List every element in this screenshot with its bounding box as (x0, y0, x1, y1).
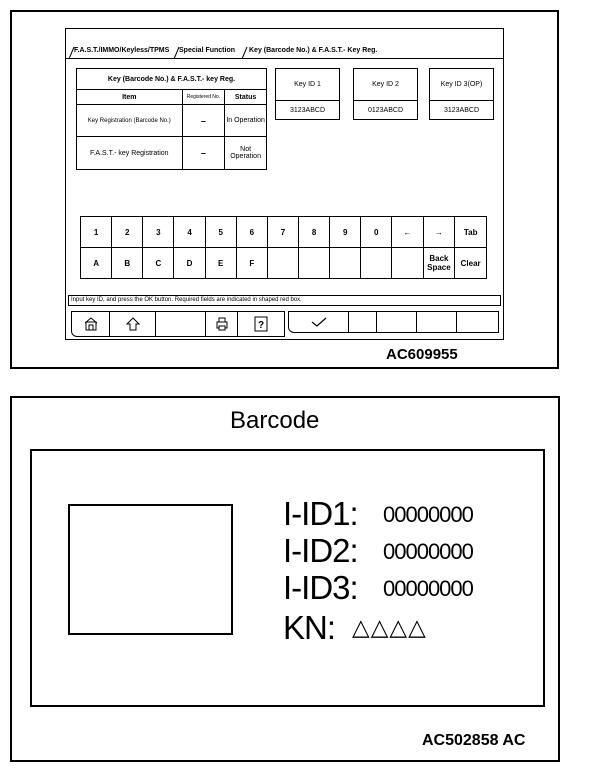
status-message: Input key ID, and press the OK button. Required fields are indicated in shaped red box. (71, 297, 302, 303)
row-item: F.A.S.T.- key Registration (77, 137, 183, 170)
key-id-3-box[interactable] (429, 68, 494, 120)
help-icon (254, 316, 268, 332)
keypad-key[interactable] (330, 248, 361, 279)
top-figure-code: AC609955 (386, 346, 458, 363)
toolbar-slot-3[interactable] (377, 312, 417, 332)
keypad-key[interactable]: B (112, 248, 143, 279)
keypad-key[interactable] (392, 248, 423, 279)
keypad-key[interactable]: 2 (112, 217, 143, 248)
print-icon (214, 316, 230, 332)
key-id-2-label: Key ID 2 (354, 69, 417, 101)
bottom-figure-code: AC502858 AC (422, 732, 526, 749)
row-status: Not Operation (225, 137, 267, 170)
kn-value: △△△△ (352, 614, 427, 640)
row-registered: – (182, 105, 225, 137)
barcode-title: Barcode (230, 407, 320, 434)
home-icon (83, 316, 99, 332)
keypad-key[interactable]: C (143, 248, 174, 279)
iid3-label: I-ID3: (283, 569, 358, 606)
help-button[interactable] (238, 312, 284, 336)
row-item: Key Registration (Barcode No.) (77, 105, 183, 137)
row-registered: – (182, 137, 225, 170)
barcode-image-placeholder (68, 504, 233, 635)
iid3-value: 00000000 (383, 576, 473, 601)
table-row[interactable] (77, 105, 267, 137)
keypad-key[interactable]: ← (392, 217, 423, 248)
keypad-key[interactable]: → (423, 217, 455, 248)
keypad-key[interactable]: Tab (455, 217, 487, 248)
row-status: In Operation (225, 105, 267, 137)
iid1-value: 00000000 (383, 502, 473, 527)
keypad-key[interactable] (299, 248, 330, 279)
toolbar-slot-2[interactable] (349, 312, 377, 332)
keypad-key[interactable]: 3 (143, 217, 174, 248)
kn-label: KN: (283, 609, 336, 646)
keypad-key[interactable]: 6 (236, 217, 267, 248)
keypad (80, 216, 487, 279)
tab-fast-immo[interactable]: F.A.S.T./IMMO/Keyless/TPMS (74, 47, 170, 54)
ok-check-icon (311, 316, 327, 328)
app-window (65, 28, 504, 340)
table-title: Key (Barcode No.) & F.A.S.T.- key Reg. (77, 69, 267, 90)
keypad-key[interactable]: A (81, 248, 112, 279)
key-id-2-value: 0123ABCD (367, 107, 404, 114)
tab-special-function[interactable]: Special Function (179, 47, 236, 54)
col-header-status: Status (225, 90, 267, 105)
home-button[interactable] (72, 312, 110, 336)
svg-text:?: ? (257, 320, 265, 331)
toolbar-slot-4[interactable] (417, 312, 457, 332)
back-icon (125, 316, 141, 332)
keypad-key[interactable]: 4 (174, 217, 205, 248)
keypad-key[interactable]: 9 (330, 217, 361, 248)
ok-button[interactable] (289, 312, 349, 332)
key-id-1-label: Key ID 1 (276, 69, 339, 101)
iid2-label: I-ID2: (283, 532, 358, 569)
tab-key-registration[interactable]: Key (Barcode No.) & F.A.S.T.- Key Reg. (249, 47, 378, 54)
col-header-registered: Registered No. (182, 90, 225, 105)
key-id-3-label: Key ID 3(OP) (430, 69, 493, 101)
key-id-1-box[interactable] (275, 68, 340, 120)
status-bar (68, 295, 501, 306)
keypad-key[interactable]: 7 (267, 217, 298, 248)
keypad-key[interactable]: 1 (81, 217, 112, 248)
key-id-3-value: 3123ABCD (443, 107, 480, 114)
key-id-1-value: 3123ABCD (289, 107, 326, 114)
keypad-key[interactable] (361, 248, 392, 279)
print-button[interactable] (206, 312, 238, 336)
key-registration-table (76, 68, 267, 170)
keypad-key[interactable]: F (236, 248, 267, 279)
keypad-key[interactable]: E (205, 248, 236, 279)
toolbar-slot-5[interactable] (457, 312, 497, 332)
toolbar-right (288, 311, 499, 333)
keypad-key[interactable]: 8 (299, 217, 330, 248)
col-header-item: Item (77, 90, 183, 105)
back-button[interactable] (110, 312, 156, 336)
iid2-value: 00000000 (383, 539, 473, 564)
tab-dividers (66, 44, 503, 59)
keypad-key[interactable]: Back Space (423, 248, 455, 279)
iid1-label: I-ID1: (283, 495, 358, 532)
keypad-key[interactable]: D (174, 248, 205, 279)
keypad-key[interactable]: Clear (455, 248, 487, 279)
blank-button[interactable] (156, 312, 206, 336)
key-id-2-box[interactable] (353, 68, 418, 120)
keypad-key[interactable]: 0 (361, 217, 392, 248)
keypad-key[interactable]: 5 (205, 217, 236, 248)
toolbar-left (71, 311, 285, 337)
keypad-key[interactable] (267, 248, 298, 279)
table-row[interactable] (77, 137, 267, 170)
